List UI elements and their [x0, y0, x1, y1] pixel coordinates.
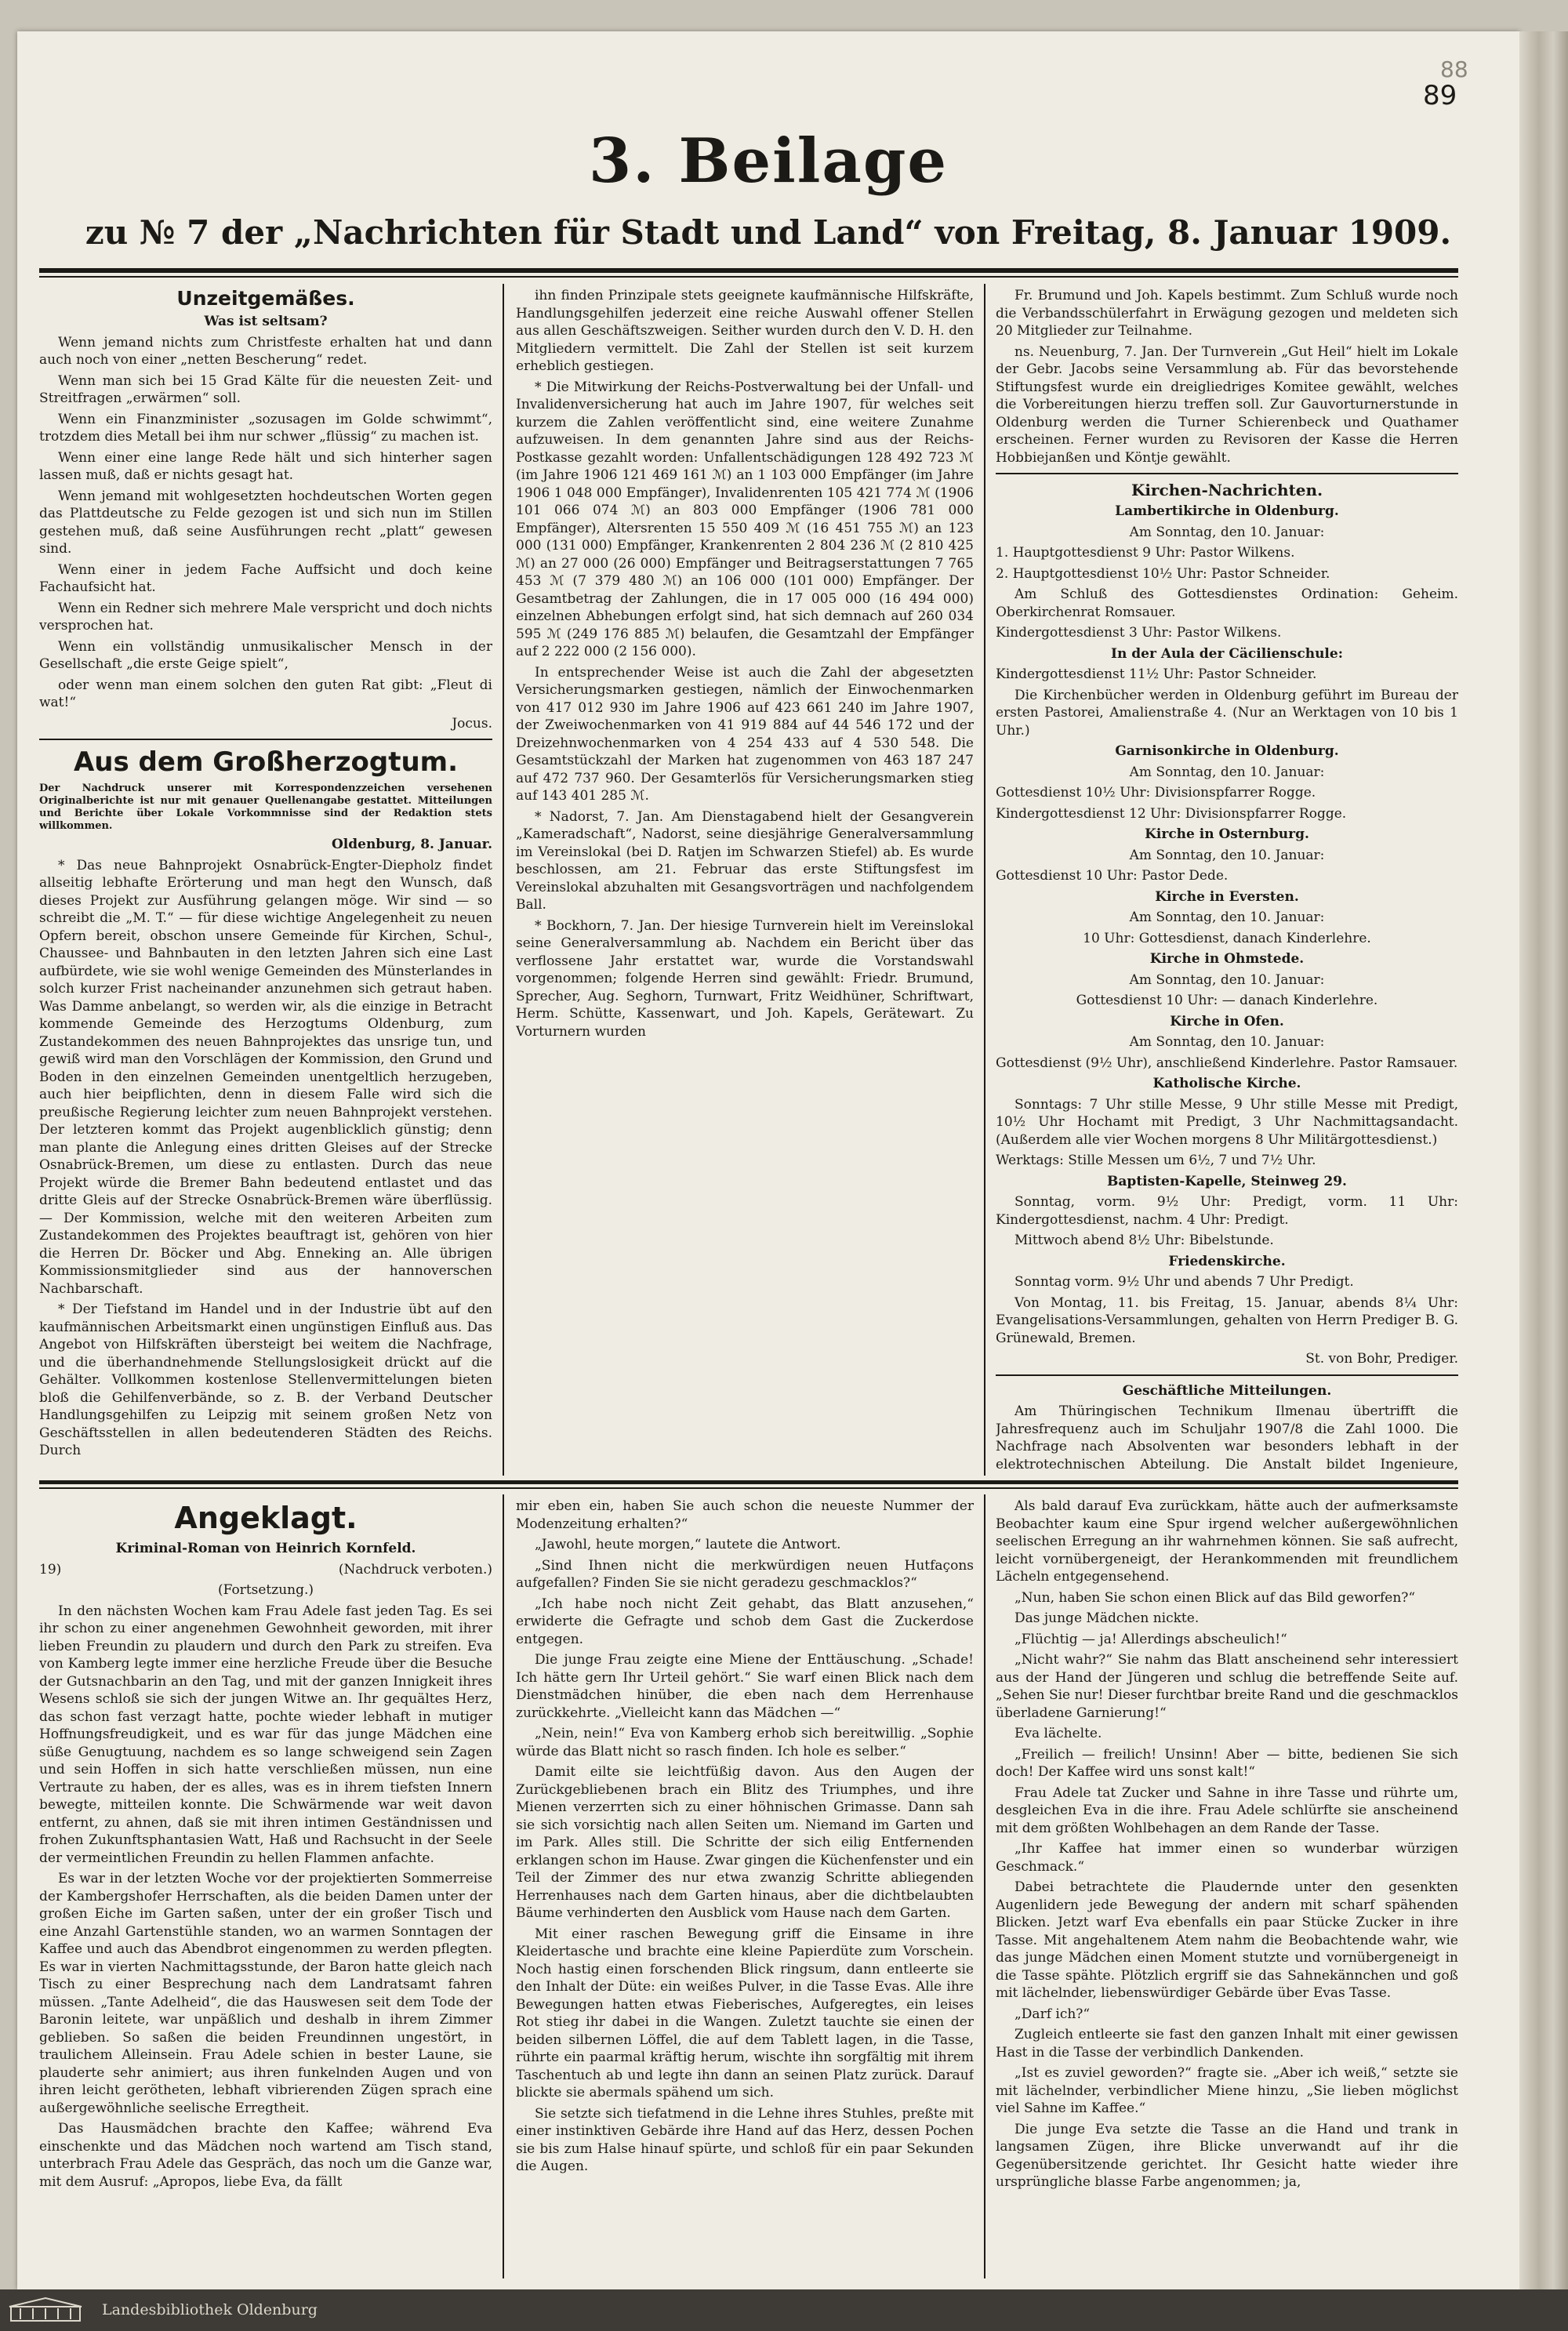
- news-item: * Das neue Bahnprojekt Osnabrück-Engter-Diepholz findet allseitig lebhafte Erörterung und man hegt den Wunsch, daß dieses Projekt zur Ausführung gelangen möge. Wir sind — so schreibt die „M. T.“ — für diese wichtige Angelegenheit zu neuen Opfern bereit, obschon unsere Gemeinde für Kirchen, Schul-, Chaussee- und Bahnbauten in den letzten Jahren sich eine Last aufbürdete, wie sie wohl wenige Gemeinden des Münsterlandes in solch kurzer Frist nacheinander anzunehmen sich getraut haben. Was Damme anbelangt, so werden wir, als die einzige in Betracht kommende Gemeinde des Herzogtums Oldenburg, zum Zustandekommen des neuen Bahnprojektes das unsrige tun, und gewiß wird man den Vorschlägen der Kommission, den Grund und Boden in den einzelnen Gemeinden unentgeltlich herzugeben, auch hier beipflichten, denn in diesem Falle wird sich die preußische Regierung leichter zum neuen Bahnprojekt verstehen. Der letzteren kommt das Projekt augenblicklich günstig; denn man plante die Anlegung eines dritten Gleises auf der Strecke Osnabrück-Bremen, um diese zu entlasten. Durch das neue Projekt würde die Bremer Bahn bedeutend entlastet und das dritte Gleis auf der Strecke Osnabrück-Bremen wäre überflüssig. — Der Kommission, welche mit den weiteren Arbeiten zum Zustandekommen des Projektes beauftragt ist, gehören von hier die Herren Dr. Böcker und Abg. Enneking an. Alle übrigen Kommissionsmitglieder sind aus der hannoverschen Nachbarschaft.: [39, 857, 492, 1297]
- novel-paragraph: „Jawohl, heute morgen,“ lautete die Antwort.: [535, 1537, 841, 1552]
- section-divider: [996, 1374, 1458, 1376]
- novel-paragraph: „Nun, haben Sie schon einen Blick auf das Bild geworfen?“: [1014, 1589, 1416, 1606]
- church-line: Am Sonntag, den 10. Januar:: [1129, 971, 1325, 988]
- church-line: Kirche in Ohmstede.: [1149, 951, 1305, 967]
- section-divider: [39, 739, 492, 740]
- church-line: Am Sonntag, den 10. Januar:: [1129, 764, 1325, 780]
- church-line: Kirche in Osternburg.: [1145, 826, 1309, 842]
- church-line: Katholische Kirche.: [1152, 1076, 1301, 1091]
- feuilleton-rule: [39, 1480, 1458, 1484]
- novel-number: 19): [39, 1561, 62, 1578]
- novel-paragraph: Zugleich entleerte sie fast den ganzen Inhalt mit einer gewissen Hast in die Tasse der verbindlich Dankenden.: [996, 2027, 1458, 2061]
- church-line: Sonntag vorm. 9½ Uhr und abends 7 Uhr Predigt.: [1014, 1274, 1354, 1290]
- novel-paragraph: mir eben ein, haben Sie auch schon die neueste Nummer der Modenzeitung erhalten?“: [516, 1498, 974, 1532]
- church-line: Kirche in Ofen.: [1170, 1013, 1284, 1029]
- section-divider: [996, 473, 1458, 474]
- novel-column-3: [996, 1498, 1458, 2274]
- church-line: Garnisonkirche in Oldenburg.: [1115, 743, 1339, 759]
- church-line: Sonntags: 7 Uhr stille Messe, 9 Uhr stille Messe mit Predigt, 10½ Uhr Hochamt mit Predigt, 3 Uhr Nachmittagsandacht. (Außerdem alle vier Wochen morgens 8 Uhr Militärgottesdienst.): [996, 1096, 1458, 1148]
- church-line: Gottesdienst 10 Uhr: — danach Kinderlehre.: [1076, 993, 1378, 1008]
- paragraph: In entsprechender Weise ist auch die Zahl der abgesetzten Versicherungsmarken gestiegen, nämlich der Einwochenmarken von 417 012 930 im Jahre 1906 auf 423 661 240 im Jahre 1907, der Zweiwochenmarken von 41 919 884 auf 44 546 172 und der Dreizehnwochenmarken von 4 254 433 auf 4 530 548. Die Gesamtstückzahl der Marken hat zugenommen von 463 187 247 auf 472 737 960. Der Gesamterlös für Versicherungsmarken stieg auf 143 401 285 ℳ.: [516, 664, 974, 804]
- masthead-rule-thin: [39, 276, 1458, 278]
- novel-subtitle: Kriminal-Roman von Heinrich Kornfeld.: [115, 1541, 416, 1556]
- masthead-rule: [39, 268, 1458, 273]
- church-line: Gottesdienst 10 Uhr: Pastor Dede.: [996, 868, 1229, 884]
- column-upper-3: [996, 287, 1458, 1472]
- church-line: Am Sonntag, den 10. Januar:: [1129, 910, 1325, 925]
- novel-meta: [39, 1561, 492, 1579]
- reprint-notice: Der Nachdruck unserer mit Korrespondenzzeichen versehenen Originalberichte ist nur mit genauer Quellenangabe gestattet. Mitteilungen und Berichte über Lokale Vorkommnisse sind der Redaktion stets willkommen.: [39, 782, 492, 832]
- novel-rights: (Nachdruck verboten.): [338, 1561, 492, 1578]
- novel-paragraph: Als bald darauf Eva zurückkam, hätte auch der aufmerksamste Beobachter kaum eine Spur irgend welcher außergewöhnlichen seelischen Erregung an ihr wahrnehmen können. Sie saß aufrecht, leicht vornübergeneigt, der Herankommenden mit freundlichem Lächeln entgegensehend.: [996, 1498, 1458, 1585]
- church-line: Baptisten-Kapelle, Steinweg 29.: [1107, 1173, 1347, 1189]
- paragraph: Wenn einer eine lange Rede hält und sich hinterher sagen lassen muß, daß er nichts gesagt hat.: [39, 449, 492, 483]
- paragraph: ihn finden Prinzipale stets geeignete kaufmännische Hilfskräfte, Handlungsgehilfen jederzeit eine reiche Auswahl offener Stellen aus allen Geschäftszweigen. Seither wurden durch den V. D. H. den Mitgliedern vermittelt. Die Zahl der Stellen ist seit kurzem erheblich gestiegen.: [516, 288, 974, 374]
- paragraph: * Bockhorn, 7. Jan. Der hiesige Turnverein hielt im Vereinslokal seine Generalversammlung ab. Nachdem ein Bericht über das verflossene Jahr erstattet war, wurde die Vorstandswahl vorgenommen; folgende Herren sind gewählt: Friedr. Brumund, Sprecher, Aug. Seghorn, Turnwart, Fritz Weidhüner, Schriftwart, Herm. Schütte, Kassenwart, und Joh. Kapels, Gerätewart. Zu Vorturnern wurden: [516, 917, 974, 1040]
- church-line: Gottesdienst 10½ Uhr: Divisionspfarrer Rogge.: [996, 785, 1316, 801]
- footer-bar: [0, 2289, 1568, 2331]
- church-line: Kirche in Eversten.: [1155, 888, 1299, 905]
- novel-paragraph: Mit einer raschen Bewegung griff die Einsame in ihre Kleidertasche und brachte eine kleine Papierdüte zum Vorschein. Noch hastig einen forschenden Blick ringsum, dann entleerte sie den Inhalt der Düte: ein weißes Pulver, in die Tasse Evas. Alle ihre Bewegungen hatten etwas Fieberisches, Aufgeregtes, ein leises Rot stieg ihr dabei in die Wangen. Zuletzt tauchte sie einen der beiden silbernen Löffel, die auf dem Tablett lagen, in die Tasse, rührte ein paarmal kräftig herum, wischte ihn sorgfältig mit ihrem Taschentuch ab und legte ihn dann an seinen Platz zurück. Darauf blickte sie abermals spähend um sich.: [516, 1926, 974, 2100]
- supplement-subtitle: zu № 7 der „Nachrichten für Stadt und Land“ von Freitag, 8. Januar 1909.: [85, 213, 1452, 252]
- paragraph: * Die Mitwirkung der Reichs-Postverwaltung bei der Unfall- und Invalidenversicherung hat auch im Jahre 1907, für welches seit kurzem die Zahlen veröffentlicht sind, eine weitere Zunahme aufzuweisen. In dem genannten Jahre sind aus der Reichs-Postkasse gezahlt worden: Unfallentschädigungen 128 492 723 ℳ (im Jahre 1906 121 469 161 ℳ) an 1 103 000 Empfänger (im Jahre 1906 1 048 000 Empfänger), Invalidenrenten 105 421 774 ℳ (1906 101 066 074 ℳ) an 803 000 Empfänger (1906 781 000 Empfänger), Altersrenten 15 550 409 ℳ (16 451 755 ℳ) an 123 000 (131 000) Empfänger, Krankenrenten 2 804 236 ℳ (2 810 425 ℳ) an 27 000 (26 000) Empfänger und Beitragserstattungen 7 765 453 ℳ (7 379 480 ℳ) an 106 000 (101 000) Empfänger. Der Gesamtbetrag der Zahlungen, die in 17 005 000 (16 494 000) einzelnen Abhebungen erfolgt sind, hat sich demnach auf 260 034 595 ℳ (249 176 885 ℳ) belaufen, die Gesamtzahl der Empfänger auf 2 222 000 (2 156 000).: [516, 379, 974, 659]
- paragraph: Wenn ein vollständig unmusikalischer Mensch in der Gesellschaft „die erste Geige spielt“,: [39, 638, 492, 672]
- dateline: Oldenburg, 8. Januar.: [331, 837, 492, 852]
- paragraph: * Nadorst, 7. Jan. Am Dienstagabend hielt der Gesangverein „Kameradschaft“, Nadorst, seine diesjährige Generalversammlung im Vereinslokal (bei D. Ratjen im Schwarzen Stiefel) ab. Es wurde beschlossen, am 21. Februar das erste Stiftungsfest im Vereinslokal abzuhalten mit Gesangsvorträgen und nachfolgendem Ball.: [516, 808, 974, 913]
- novel-paragraph: Damit eilte sie leichtfüßig davon. Aus den Augen der Zurückgebliebenen brach ein Blitz des Triumphes, und ihre Mienen verzerrten sich zu einer höhnischen Grimasse. Dann sah sie sich vorsichtig nach allen Seiten um. Niemand im Garten und im Park. Alles still. Die Schritte der sich eilig Entfernenden erklangen schon im Hause. Zwar gingen die Küchenfenster und ein Teil der Zimmer des nur etwa zwanzig Schritte abliegenden Herrenhauses nach dem Garten hinaus, aber die dichtbelaubten Bäume verhinderten den Ausblick vom Hause nach dem Garten.: [516, 1764, 974, 1921]
- paragraph: ns. Neuenburg, 7. Jan. Der Turnverein „Gut Heil“ hielt im Lokale der Gebr. Jacobs seine Versammlung ab. Für das bevorstehende Stiftungsfest wurde ein dreigliedriges Komitee gewählt, welches die Vorbereitungen hierzu treffen soll. Zur Gauvorturnerstunde in Oldenburg werden die Turner Schierenbeck und Quathamer erscheinen. Ferner wurden zu Revisoren der Kasse die Herren Hobbiejanßen und Köntje gewählt.: [996, 343, 1458, 466]
- novel-paragraph: „Flüchtig — ja! Allerdings abscheulich!“: [1014, 1631, 1287, 1647]
- church-line: 1. Hauptgottesdienst 9 Uhr: Pastor Wilkens.: [996, 545, 1295, 561]
- article-heading: Unzeitgemäßes.: [176, 287, 355, 310]
- church-line: Lambertikirche in Oldenburg.: [1115, 503, 1339, 519]
- church-line: Werktags: Stille Messen um 6½, 7 und 7½ Uhr.: [996, 1153, 1316, 1168]
- church-line: 2. Hauptgottesdienst 10½ Uhr: Pastor Schneider.: [996, 565, 1330, 582]
- novel-paragraph: Dabei betrachtete die Plaudernde unter den gesenkten Augenlidern jede Bewegung der andern mit scharf spähenden Blicken. Jetzt warf Eva ebenfalls ein paar Stücke Zucker in ihre Tasse. Mit angehaltenem Atem nahm die Beobachtende wahr, wie das junge Mädchen einen Moment stutzte und vornübergeneigt in die Tasse spähte. Plötzlich ergriff sie das Sahnekännchen und goß mit lächelnder, liebenswürdiger Gebärde über Evas Tasse.: [996, 1879, 1458, 2001]
- novel-continuation: (Fortsetzung.): [217, 1582, 314, 1598]
- novel-column-2: [516, 1498, 974, 2274]
- church-line: Von Montag, 11. bis Freitag, 15. Januar, abends 8¼ Uhr: Evangelisations-Versammlungen, gehalten von Herrn Prediger B. G. Grünewald, Bremen.: [996, 1294, 1458, 1346]
- novel-paragraph: „Ist es zuviel geworden?“ fragte sie. „Aber ich weiß,“ setzte sie mit lächelnder, verbindlicher Miene hinzu, „Sie lieben möglichst viel Sahne im Kaffee.“: [996, 2065, 1458, 2116]
- church-line: 10 Uhr: Gottesdienst, danach Kinderlehre.: [1083, 930, 1371, 946]
- church-line: Friedenskirche.: [1168, 1253, 1286, 1269]
- paragraph: oder wenn man einem solchen den guten Rat gibt: „Fleut di wat!“: [39, 677, 492, 710]
- novel-paragraph: Frau Adele tat Zucker und Sahne in ihre Tasse und rührte um, desgleichen Eva in die ihre. Frau Adele schlürfte sie anscheinend mit dem größten Wohlbehagen an dem Rande der Tasse.: [996, 1785, 1458, 1836]
- business-text: Am Thüringischen Technikum Ilmenau übertrifft die Jahresfrequenz auch im Schuljahr 1907/8 die Zahl 1000. Die Nachfrage nach Absolventen war besonders lebhaft in der elektrotechnischen Abteilung. Die Anstalt bildet Ingenieure,: [996, 1403, 1458, 1472]
- church-heading: Kirchen-Nachrichten.: [1131, 481, 1323, 499]
- novel-paragraph: „Sind Ihnen nicht die merkwürdigen neuen Hutfaçons aufgefallen? Finden Sie sie nicht geradezu geschmacklos?“: [516, 1557, 974, 1591]
- paragraph: Wenn jemand nichts zum Christfeste erhalten hat und dann auch noch von einer „netten Bescherung“ redet.: [39, 334, 492, 368]
- page-number-faded: 88: [1440, 56, 1468, 82]
- church-line: Kindergottesdienst 3 Uhr: Pastor Wilkens.: [996, 625, 1282, 641]
- novel-paragraph: „Nein, nein!“ Eva von Kamberg erhob sich bereitwillig. „Sophie würde das Blatt nicht so rasch finden. Ich hole es selber.“: [516, 1726, 974, 1759]
- novel-paragraph: Eva lächelte.: [1014, 1726, 1102, 1741]
- church-line: Gottesdienst (9½ Uhr), anschließend Kinderlehre. Pastor Ramsauer.: [996, 1055, 1458, 1071]
- page-number: 89: [1423, 80, 1457, 111]
- book-binding: [1519, 31, 1568, 2289]
- church-line: Mittwoch abend 8½ Uhr: Bibelstunde.: [1014, 1233, 1274, 1248]
- column-upper-2: [516, 287, 974, 1472]
- novel-paragraph: Das junge Mädchen nickte.: [1014, 1610, 1200, 1626]
- novel-paragraph: Das Hausmädchen brachte den Kaffee; während Eva einschenkte und das Mädchen noch wartend am Tisch stand, unterbrach Frau Adele das Gespräch, das noch um die Ganze war, mit dem Ausruf: „Apropos, liebe Eva, da fällt: [39, 2121, 492, 2190]
- church-line: Am Schluß des Gottesdienstes Ordination: Geheim. Oberkirchenrat Romsauer.: [996, 586, 1458, 620]
- column-divider: [503, 284, 504, 1476]
- novel-column-1: [39, 1498, 492, 2274]
- column-divider: [984, 284, 985, 1476]
- novel-paragraph: „Darf ich?“: [1014, 2006, 1091, 2022]
- novel-paragraph: Die junge Eva setzte die Tasse an die Hand und trank in langsamen Zügen, ihre Blicke unverwandt auf ihr die Gegenübersitzende gerichtet. Ihr Gesicht hatte wieder ihre ursprüngliche blasse Farbe angenommen; ja,: [996, 2121, 1458, 2190]
- novel-paragraph: „Freilich — freilich! Unsinn! Aber — bitte, bedienen Sie sich doch! Der Kaffee wird uns sonst kalt!“: [996, 1746, 1458, 1780]
- church-line: Am Sonntag, den 10. Januar:: [1129, 1034, 1325, 1050]
- column-divider: [503, 1494, 504, 2278]
- newspaper-page: [17, 31, 1519, 2289]
- church-line: In der Aula der Cäcilienschule:: [1111, 645, 1343, 662]
- library-building-icon: [6, 2296, 85, 2324]
- column-upper-1: [39, 287, 492, 1472]
- paragraph: Wenn ein Redner sich mehrere Male verspricht und doch nichts versprochen hat.: [39, 600, 492, 634]
- paragraph: Wenn einer in jedem Fache Auffsicht und doch keine Fachaufsicht hat.: [39, 561, 492, 595]
- article-subheading: Was ist seltsam?: [204, 314, 328, 329]
- church-line: Sonntag, vorm. 9½ Uhr: Predigt, vorm. 11 Uhr: Kindergottesdienst, nachm. 4 Uhr: Predigt.: [996, 1194, 1458, 1228]
- paragraph: Fr. Brumund und Joh. Kapels bestimmt. Zum Schluß wurde noch die Verbandsschülerfahrt in Erwägung gezogen und meldeten sich 20 Mitglieder zur Teilnahme.: [996, 288, 1458, 339]
- feuilleton-rule-thin: [39, 1487, 1458, 1489]
- article-signature: Jocus.: [452, 715, 492, 732]
- church-line: Kindergottesdienst 12 Uhr: Divisionspfarrer Rogge.: [996, 805, 1347, 822]
- business-heading: Geschäftliche Mitteilungen.: [1122, 1382, 1332, 1399]
- novel-paragraph: Sie setzte sich tiefatmend in die Lehne ihres Stuhles, preßte mit einer instinktiven Gebärde ihre Hand auf das Herz, dessen Pochen sie bis zum Halse hinauf spürte, und schloß für ein paar Sekunden die Augen.: [516, 2105, 974, 2174]
- novel-paragraph: „Ich habe noch nicht Zeit gehabt, das Blatt anzusehen,“ erwiderte die Gefragte und schob dem Gast die Zuckerdose entgegen.: [516, 1596, 974, 1647]
- church-line: Die Kirchenbücher werden in Oldenburg geführt im Bureau der ersten Pastorei, Amalienstraße 4. (Nur an Werktagen von 10 bis 1 Uhr.): [996, 687, 1458, 739]
- novel-paragraph: „Ihr Kaffee hat immer einen so wunderbar würzigen Geschmack.“: [996, 1841, 1458, 1875]
- church-line: Am Sonntag, den 10. Januar:: [1129, 847, 1325, 863]
- novel-title: Angeklagt.: [174, 1501, 358, 1535]
- paragraph: Wenn jemand mit wohlgesetzten hochdeutschen Worten gegen das Plattdeutsche zu Felde gezogen ist und sich nun im Stillen gestehen muß, daß seine Ausführungen recht „platt“ gewesen sind.: [39, 488, 492, 557]
- church-line: St. von Bohr, Prediger.: [1305, 1351, 1458, 1367]
- column-divider: [984, 1494, 985, 2278]
- novel-paragraph: In den nächsten Wochen kam Frau Adele fast jeden Tag. Es sei ihr schon zu einer angenehmen Gewohnheit geworden, mit ihrer lieben Freundin zu plaudern und durch den Park zu streifen. Eva von Kamberg legte immer eine herzliche Freude über die Besuche der Gutsnachbarin an den Tag, und mit der ganzen Innigkeit ihres Wesens schloß sie sich der jungen Witwe an. Ihr gequältes Herz, das schon fast verzagt hatte, pochte wieder lebhaft in mutiger Hoffnungsfreudigkeit, und es war für das junge Mädchen eine süße Genugtuung, nachdem es so lange schweigend sein Zagen und sein Hoffen in sich hatte verschließen müssen, nun eine Vertraute zu haben, der es alles, was es in ihrem tiefsten Innern bewegte, mitteilen konnte. Die Schwärmende war weit davon entfernt, zu ahnen, daß sie mit ihren intimen Geständnissen und frohen Zukunftsphantasien Watt, Haß und Rachsucht in der Seele der vermeintlichen Freundin zu hellen Flammen anfachte.: [39, 1603, 492, 1866]
- news-item: * Der Tiefstand im Handel und in der Industrie übt auf den kaufmännischen Arbeitsmarkt einen ungünstigen Einfluß aus. Das Angebot von Hilfskräften übersteigt bei weitem die Nachfrage, und die überhandnehmende Stellungslosigkeit drückt auf die Gehälter. Vollkommen kostenlose Stellenvermittelungen bieten bloß die Gehilfenverbände, so z. B. der Verband Deutscher Handlungsgehilfen zu Leipzig mit seinem großen Netz von Geschäftsstellen in allen bedeutenderen Städten des Reichs. Durch: [39, 1302, 492, 1458]
- paragraph: Wenn man sich bei 15 Grad Kälte für die neuesten Zeit- und Streitfragen „erwärmen“ soll.: [39, 372, 492, 406]
- church-line: Am Sonntag, den 10. Januar:: [1129, 524, 1325, 540]
- novel-paragraph: „Nicht wahr?“ Sie nahm das Blatt anscheinend sehr interessiert aus der Hand der Jüngeren und schlug die betreffende Seite auf. „Sehen Sie nur! Dieser furchtbar breite Rand und die geschmacklos überladene Garnierung!“: [996, 1652, 1458, 1721]
- section-heading: Aus dem Großherzogtum.: [73, 746, 459, 778]
- paragraph: Wenn ein Finanzminister „sozusagen im Golde schwimmt“, trotzdem dies Metall bei ihm nur schwer „flüssig“ zu machen ist.: [39, 411, 492, 445]
- supplement-title: 3. Beilage: [588, 125, 949, 197]
- novel-paragraph: Es war in der letzten Woche vor der projektierten Sommerreise der Kambergshofer Herrschaften, als die beiden Damen unter der großen Eiche im Garten saßen, unter der ein großer Tisch und eine Anzahl Gartenstühle standen, wo an warmen Sonntagen der Kaffee und auch das Abendbrot eingenommen zu werden pflegten. Es war in vierten Nachmittagsstunde, der Baron hatte gleich nach Tisch zu einer Besprechung nach dem Landratsamt fahren müssen. „Tante Adelheid“, die das Hauswesen seit dem Tode der Baronin leitete, war unpäßlich und deshalb in ihrem Zimmer geblieben. So saßen die beiden Freundinnen ungestört, in traulichem Alleinsein. Frau Adele schien in bester Laune, sie plauderte sehr animiert; aus ihren funkelnden Augen und von ihren leicht gerötheten, lebhaft vibrierenden Zügen sprach eine außergewöhnliche seelische Erregtheit.: [39, 1871, 492, 2116]
- library-name: Landesbibliothek Oldenburg: [102, 2301, 318, 2318]
- novel-paragraph: Die junge Frau zeigte eine Miene der Enttäuschung. „Schade! Ich hätte gern Ihr Urteil gehört.“ Sie warf einen Blick nach dem Dienstmädchen hinüber, die eben nach dem Herrenhause zurückkehrte. „Vielleicht kann das Mädchen —“: [516, 1652, 974, 1721]
- church-line: Kindergottesdienst 11½ Uhr: Pastor Schneider.: [996, 666, 1317, 682]
